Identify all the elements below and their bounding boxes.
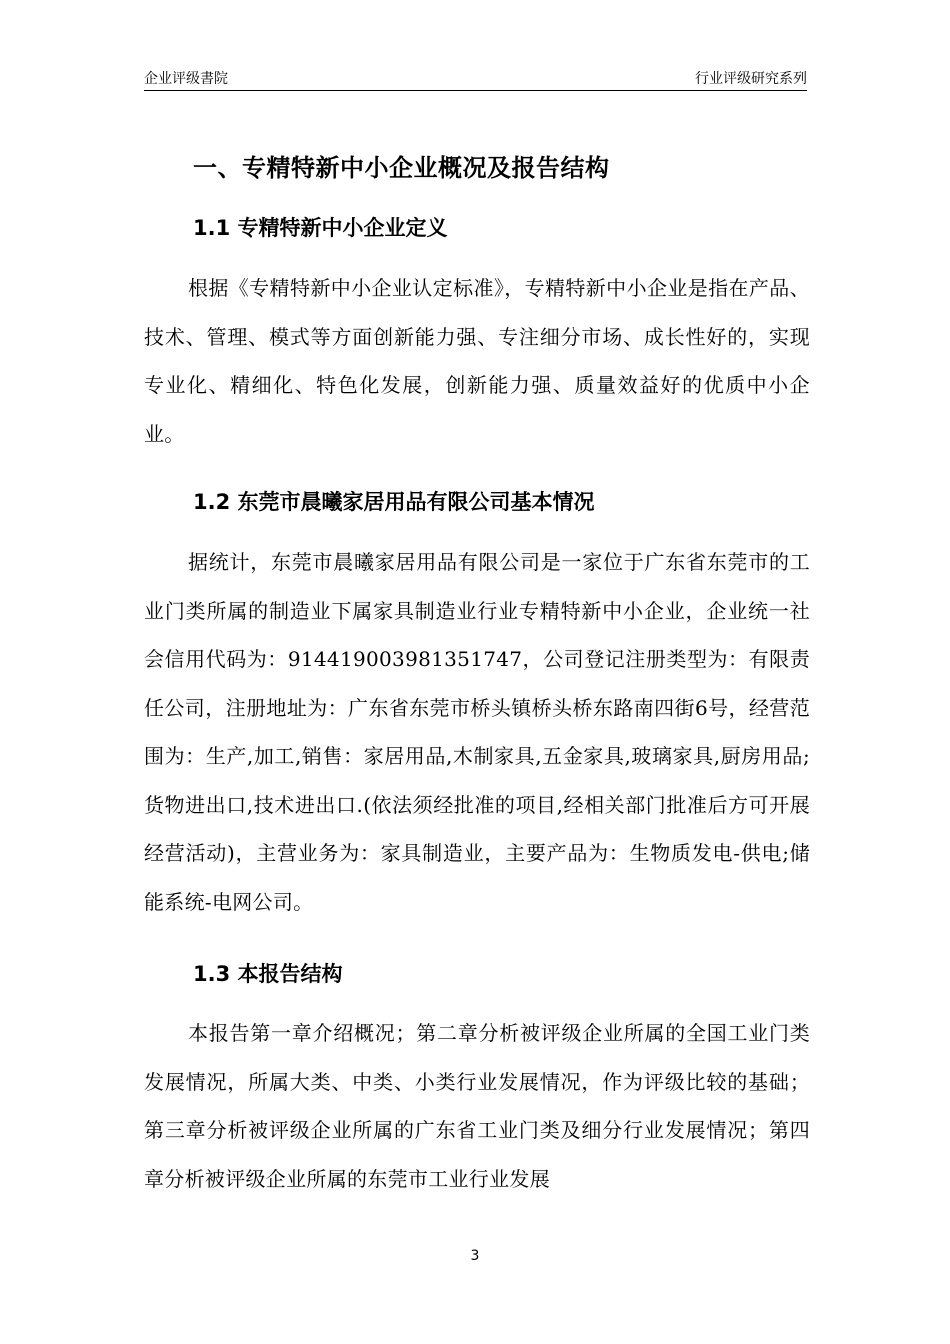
page-number: 3 [470, 1248, 480, 1264]
page-header [144, 62, 807, 91]
section-title-structure: 1.3 本报告结构 [193, 962, 343, 986]
header-series: 行业评级研究系列 [695, 71, 807, 87]
chapter-title: 一、专精特新中小企业概况及报告结构 [193, 154, 610, 182]
section-title-company: 1.2 东莞市晨曦家居用品有限公司基本情况 [193, 490, 595, 514]
section-title-definition: 1.1 专精特新中小企业定义 [193, 216, 448, 240]
paragraph-definition: 根据《专精特新中小企业认定标准》，专精特新中小企业是指在产品、技术、管理、模式等方面创新能力强、专注细分市场、成长性好的，实现专业化、精细化、特色化发展，创新能力强、质量效益好的优质中小企业。 [144, 276, 810, 446]
paragraph-company: 据统计，东莞市晨曦家居用品有限公司是一家位于广东省东莞市的工业门类所属的制造业下属家具制造业行业专精特新中小企业，企业统一社会信用代码为：914419003981351747，公司登记注册类型为：有限责任公司，注册地址为：广东省东莞市桥头镇桥头桥东路南四街6号，经营范围为：生产,加工,销售：家居用品,木制家具,五金家具,玻璃家具,厨房用品;货物进出口,技术进出口.(依法须经批准的项目,经相关部门批准后方可开展经营活动)，主营业务为：家具制造业，主要产品为：生物质发电-供电;储能系统-电网公司。 [144, 550, 810, 914]
paragraph-structure: 本报告第一章介绍概况；第二章分析被评级企业所属的全国工业门类发展情况，所属大类、中类、小类行业发展情况，作为评级比较的基础；第三章分析被评级企业所属的广东省工业门类及细分行业发展情况；第四章分析被评级企业所属的东莞市工业行业发展 [144, 1021, 810, 1191]
header-publisher: 企业评级書院 [144, 71, 228, 87]
